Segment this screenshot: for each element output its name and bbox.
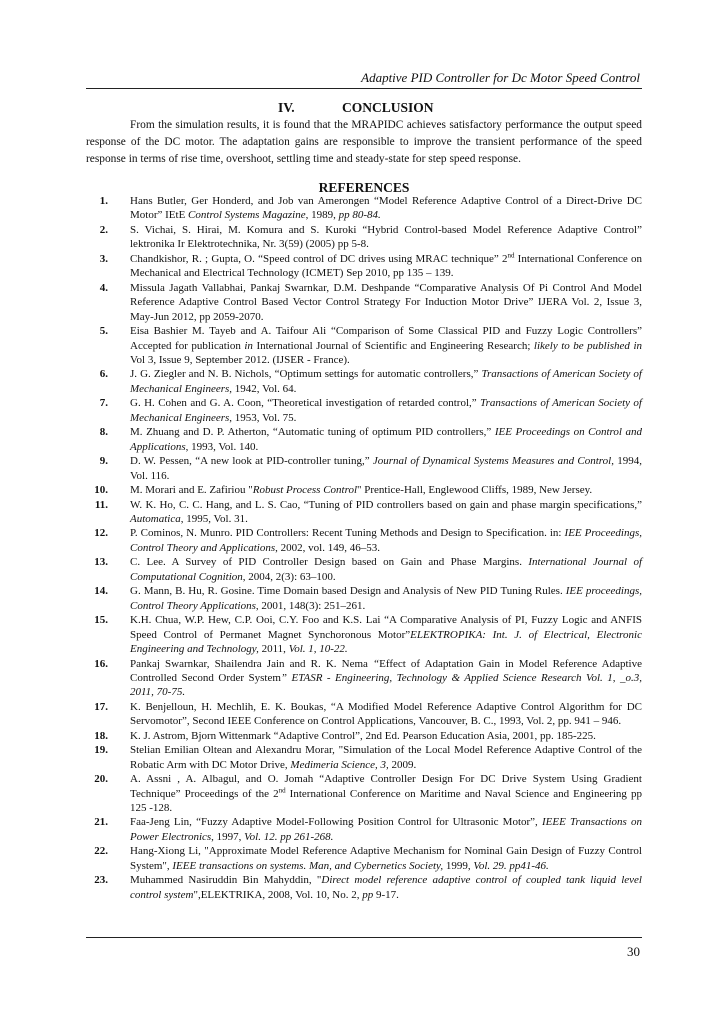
reference-item [86,454,642,483]
reference-number: 3. [99,252,108,265]
reference-text [130,281,642,324]
reference-text-run: , 1995, Vol. 31. [180,512,248,525]
reference-text-run: Eisa Bashier M. Tayeb and A. Taifour Ali “Comparison of Some Classical PID and Fuzzy Logic Controllers” Accepted for publication [130,325,642,352]
reference-number: 10. [94,484,108,497]
reference-italic-text: pp [362,888,374,901]
reference-text-run: , 1994, Vol. 116. [130,455,642,482]
reference-text [130,454,642,483]
reference-number: 19. [94,744,108,757]
reference-item [86,396,642,425]
reference-text [130,425,642,454]
reference-text [130,657,642,700]
reference-item [86,281,642,324]
reference-number: 20. [94,773,108,786]
reference-number: 7. [99,397,108,410]
reference-item [86,584,642,613]
reference-item [86,498,642,527]
reference-number: 4. [99,281,108,294]
reference-text [130,194,642,223]
reference-text-run: Pankaj Swarnkar, Shailendra Jain and R. K. Nema [130,657,374,670]
reference-item [86,324,642,367]
reference-item [86,772,642,815]
reference-text-run: Muhammed Nasiruddin Bin Mahyddin, " [130,874,322,887]
reference-text-run: 2009. [388,758,417,771]
reference-item [86,367,642,396]
reference-number: 14. [94,585,108,598]
reference-text-run: M. Morari and E. Zafiriou " [130,484,253,497]
reference-text-run: A. Assni , A. Albagul, and O. Jomah “Adaptive Controller Design For DC Drive System Using Gradient Technique” Proceedings of the 2 [130,773,642,800]
reference-italic-text: ” ETASR - Engineering, Technology & Applied Science Research Vol. 1, _o.3, 2011, 70-75. [130,671,642,699]
reference-text [130,483,642,497]
reference-number: 23. [94,874,108,887]
footer-rule [86,937,642,938]
reference-item [86,657,642,700]
reference-italic-text: Robust Process Control [252,484,358,497]
reference-italic-text: International Journal of Computational Cognition [130,556,642,583]
reference-text-run: Missula Jagath Vallabhai, Pankaj Swarnkar, D.M. Deshpande “Comparative Analysis Of Pi Control And Model Reference Adaptive Control Based Vector Control Strategy For Induction Motor Drive” IJERA Vol. 2, Issue 3, May-Jun 2012, pp 2059-2070. [130,281,642,323]
reference-number: 5. [99,325,108,338]
reference-text-run: , 1997, [211,830,245,843]
reference-number: 6. [99,368,108,381]
reference-text-run: S. Vichai, S. Hirai, M. Komura and S. Kuroki “Hybrid Control-based Model Reference Adaptive Control” lektronika Ir Elektrotechnika, Nr. 3(59) (2005) pp 5-8. [130,223,642,251]
reference-text-run: C. Lee. A Survey of PID Controller Design based on Gain and Phase Margins. [130,556,529,569]
reference-text [130,526,642,555]
reference-italic-text: “ [373,657,380,670]
reference-text-run: Effect of Adaptation Gain in Model Reference Adaptive Controlled Second Order System [130,657,642,684]
reference-text-run: , 2004, 2(3): 63–100. [242,570,336,583]
header-rule [86,88,642,89]
reference-text-run: K. Benjelloun, H. Mechlih, E. K. Boukas, “A Modified Model Reference Adaptive Control Algorithm for DC Servomotor”, Second IEEE Conference on Control Applications, Vancouver, B. C., 1993, Vol. 2, pp. 941 – 946. [130,700,642,728]
reference-item [86,555,642,584]
page-number: 30 [627,944,640,959]
reference-italic-text: IEEE transactions on systems. Man, and Cybernetics Society, [172,859,444,872]
reference-text [130,498,642,527]
references-title: REFERENCES [318,180,410,195]
reference-text-run: M. Zhuang and D. P. Atherton, “Automatic tuning of optimum PID controllers,” [130,426,495,439]
reference-text [130,396,642,425]
reference-number: 21. [94,816,108,829]
reference-number: 1. [99,195,108,207]
reference-number: 9. [99,455,108,468]
reference-text [130,584,642,613]
reference-number: 15. [94,614,108,627]
reference-text [130,844,642,873]
reference-item [86,815,642,844]
reference-item [86,844,642,873]
reference-text-run: International Journal of Scientific and Engineering Research; [252,339,534,352]
reference-number: 16. [94,657,108,670]
reference-text-run: ",ELEKTRIKA, 2008, Vol. 10, No. 2, [193,888,363,901]
reference-text-run: International Conference on Maritime and Naval Science and Engineering pp 125 -128. [130,787,642,815]
reference-text-run: Hans Butler, Ger Honderd, and Job van Amerongen “Model Reference Adaptive Control of a Direct-Drive DC Motor” IEtE [130,195,642,222]
reference-italic-text: Automatica [130,512,181,525]
reference-text-run: International Conference on Mechanical and Electrical Technology (ICMET) Sep 2010, pp 135 – 139. [130,252,643,280]
section-number: IV. [278,100,295,115]
reference-text-run: Vol 3, Issue 9, September 2012. (IJSER - France). [130,353,350,366]
reference-text [130,613,642,656]
reference-text-run: K.H. Chua, W.P. Hew, C.P. Ooi, C.Y. Foo and K.S. Lai “A Comparative Analysis of PI, Fuzzy Logic and ANFIS Speed Control of Permanet Magnet Synchoronous Motor” [130,614,642,641]
reference-italic-text: ELEKTROPIKA: Int. J. of Electrical, Electronic Engineering and Technology, [130,628,642,656]
reference-text [130,772,642,815]
reference-text-run: " Prentice-Hall, Englewood Cliffs, 1989, New Jersey. [357,484,593,497]
reference-text [130,367,642,396]
reference-text-run: , 2002, vol. 149, 46–53. [275,541,380,554]
reference-item [86,700,642,729]
reference-italic-text: Vol. 1, 10-22. [288,643,348,656]
reference-text-run: , 1993, Vol. 140. [185,440,259,453]
reference-italic-text: Journal of Dynamical Systems Measures and Control [372,455,612,468]
section-title: CONCLUSION [342,100,434,115]
reference-italic-text: Direct model reference adaptive control of coupled tank liquid level control system [130,874,642,901]
reference-text-run: G. Mann, B. Hu, R. Gosine. Time Domain based Design and Analysis of New PID Tuning Rules. [130,585,566,598]
reference-italic-text: Transactions of American Society of Mechanical Engineers [130,368,642,395]
reference-number: 8. [99,426,108,439]
reference-superscript: nd [507,251,515,260]
reference-item [86,743,642,772]
reference-list [86,194,642,902]
running-title: Adaptive PID Controller for Dc Motor Speed Control [361,70,640,85]
reference-text [130,555,642,584]
reference-text [130,815,642,844]
reference-item [86,425,642,454]
reference-item [86,223,642,252]
reference-italic-text: IEEE Transactions on Power Electronics [130,816,642,843]
conclusion-paragraph: From the simulation results, it is found that the MRAPIDC achieves satisfactory performance the output speed response of the DC motor. The adaptation gains are responsible to improve the transient performance of the speed response in terms of rise time, overshoot, settling time and steady-state for step speed response. [86,119,642,165]
reference-item [86,194,642,223]
reference-text-run: Faa-Jeng Lin, “Fuzzy Adaptive Model-Following Position Control for Ultrasonic Motor”, [130,816,542,829]
reference-italic-text: IEE Proceedings, Control Theory and Applications [130,527,642,554]
reference-text-run: K. J. Astrom, Bjorn Wittenmark “Adaptive Control”, 2nd Ed. Pearson Education Asia, 2001, pp. 185-225. [130,729,596,742]
reference-number: 2. [99,223,108,236]
reference-item [86,873,642,902]
reference-text [130,743,642,772]
reference-superscript: nd [278,785,286,794]
reference-item [86,613,642,656]
reference-item [86,483,642,497]
reference-italic-text: Control Systems Magazine [188,209,306,222]
reference-text [130,729,642,743]
reference-italic-text: IEE Proceedings on Control and Applications [130,426,642,453]
reference-text-run: , 1942, Vol. 64. [229,382,297,395]
reference-item [86,252,642,281]
reference-number: 17. [94,700,108,713]
reference-text-run: , 1953, Vol. 75. [229,411,297,424]
reference-text-run: Chandkishor, R. ; Gupta, O. “Speed control of DC drives using MRAC technique” 2 [130,252,508,265]
reference-text-run: Stelian Emilian Oltean and Alexandru Morar, "Simulation of the Local Model Reference Adaptive Control of the Robatic Arm with DC Motor Drive, [130,744,642,771]
reference-number: 18. [94,729,108,742]
reference-number: 22. [94,845,108,858]
reference-number: 13. [94,556,108,569]
reference-item [86,526,642,555]
reference-italic-text: Transactions of American Society of Mechanical Engineers [130,397,642,424]
reference-italic-text: Vol. 29. pp41-46. [473,859,549,872]
reference-text-run: 9-17. [373,888,399,901]
reference-text-run: 2011, [258,643,289,656]
reference-text-run: P. Cominos, N. Munro. PID Controllers: Recent Tuning Methods and Design to Specification. in: [130,527,565,540]
reference-text [130,700,642,729]
reference-text-run: Hang-Xiong Li, "Approximate Model Reference Adaptive Mechanism for Nominal Gain Design of Fuzzy Control System", [130,845,642,872]
reference-text-run: J. G. Ziegler and N. B. Nichols, “Optimum settings for automatic controllers,” [130,368,482,381]
reference-italic-text: Medimeria Science, 3, [290,758,389,771]
reference-text-run: W. K. Ho, C. C. Hang, and L. S. Cao, “Tuning of PID controllers based on gain and phase margin specifications,” [130,498,642,511]
reference-text-run: 1999, [443,859,474,872]
reference-number: 11. [94,498,108,511]
reference-text [130,252,642,281]
reference-text [130,223,642,252]
reference-text-run: D. W. Pessen, “A new look at PID-controller tuning,” [130,455,373,468]
reference-number: 12. [94,527,108,540]
reference-italic-text: Vol. 12. pp 261-268. [244,830,334,843]
reference-text-run: , 1989, [305,209,339,222]
reference-italic-text: likely to be published in [533,339,642,352]
reference-italic-text: in [244,339,253,352]
reference-italic-text: pp 80-84. [338,209,381,222]
reference-text-run: , 2001, 148(3): 251–261. [255,599,366,612]
reference-text [130,324,642,367]
reference-item [86,729,642,743]
reference-text [130,873,642,902]
reference-text-run: G. H. Cohen and G. A. Coon, “Theoretical investigation of retarded control,” [130,397,481,410]
reference-italic-text: IEE proceedings, Control Theory Applications [130,585,642,612]
